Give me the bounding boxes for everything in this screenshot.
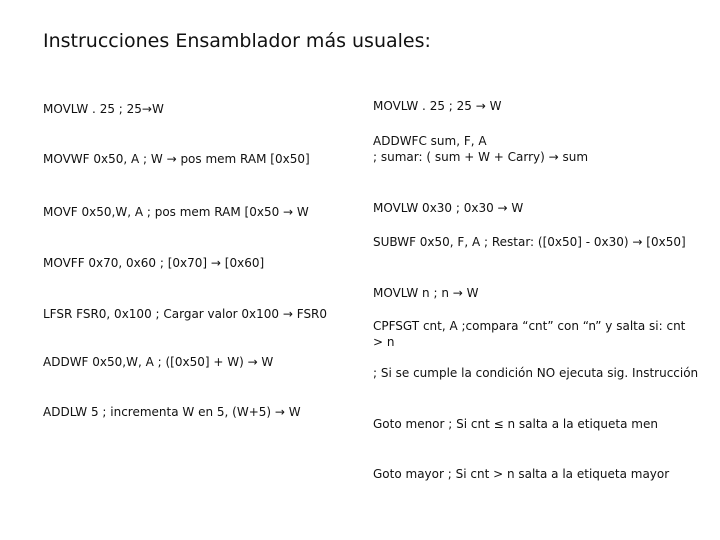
left-line-lfsr: LFSR FSR0, 0x100 ; Cargar valor 0x100 → FSR0 bbox=[43, 307, 328, 321]
left-line-movff: MOVFF 0x70, 0x60 ; [0x70] → [0x60] bbox=[43, 256, 265, 270]
right-line-cpfsgt: CPFSGT cnt, A ;compara “cnt” con “n” y salta si: cnt > n bbox=[373, 319, 686, 349]
right-line-subwf: SUBWF 0x50, F, A ; Restar: ([0x50] - 0x30) → [0x50] bbox=[373, 235, 686, 249]
right-line-addwfc-comment: ; sumar: ( sum + W + Carry) → sum bbox=[373, 150, 589, 164]
left-line-movwf: MOVWF 0x50, A ; W → pos mem RAM [0x50] bbox=[43, 152, 310, 166]
left-line-addwf: ADDWF 0x50,W, A ; ([0x50] + W) → W bbox=[43, 355, 274, 369]
right-line-movlw-n: MOVLW n ; n → W bbox=[373, 286, 479, 300]
left-line-addlw: ADDLW 5 ; incrementa W en 5, (W+5) → W bbox=[43, 405, 301, 419]
right-line-goto-menor: Goto menor ; Si cnt ≤ n salta a la etiqueta men bbox=[373, 417, 658, 431]
left-line-movf: MOVF 0x50,W, A ; pos mem RAM [0x50 → W bbox=[43, 205, 309, 219]
right-line-addwfc: ADDWFC sum, F, A bbox=[373, 134, 487, 148]
right-line-skip-note: ; Si se cumple la condición NO ejecuta sig. Instrucción bbox=[373, 366, 699, 380]
right-line-movlw: MOVLW . 25 ; 25 → W bbox=[373, 99, 502, 113]
slide-title: Instrucciones Ensamblador más usuales: bbox=[43, 30, 431, 52]
right-line-movlw-0x30: MOVLW 0x30 ; 0x30 → W bbox=[373, 201, 524, 215]
left-line-movlw: MOVLW . 25 ; 25→W bbox=[43, 102, 164, 116]
right-line-goto-mayor: Goto mayor ; Si cnt > n salta a la etiqueta mayor bbox=[373, 467, 670, 481]
